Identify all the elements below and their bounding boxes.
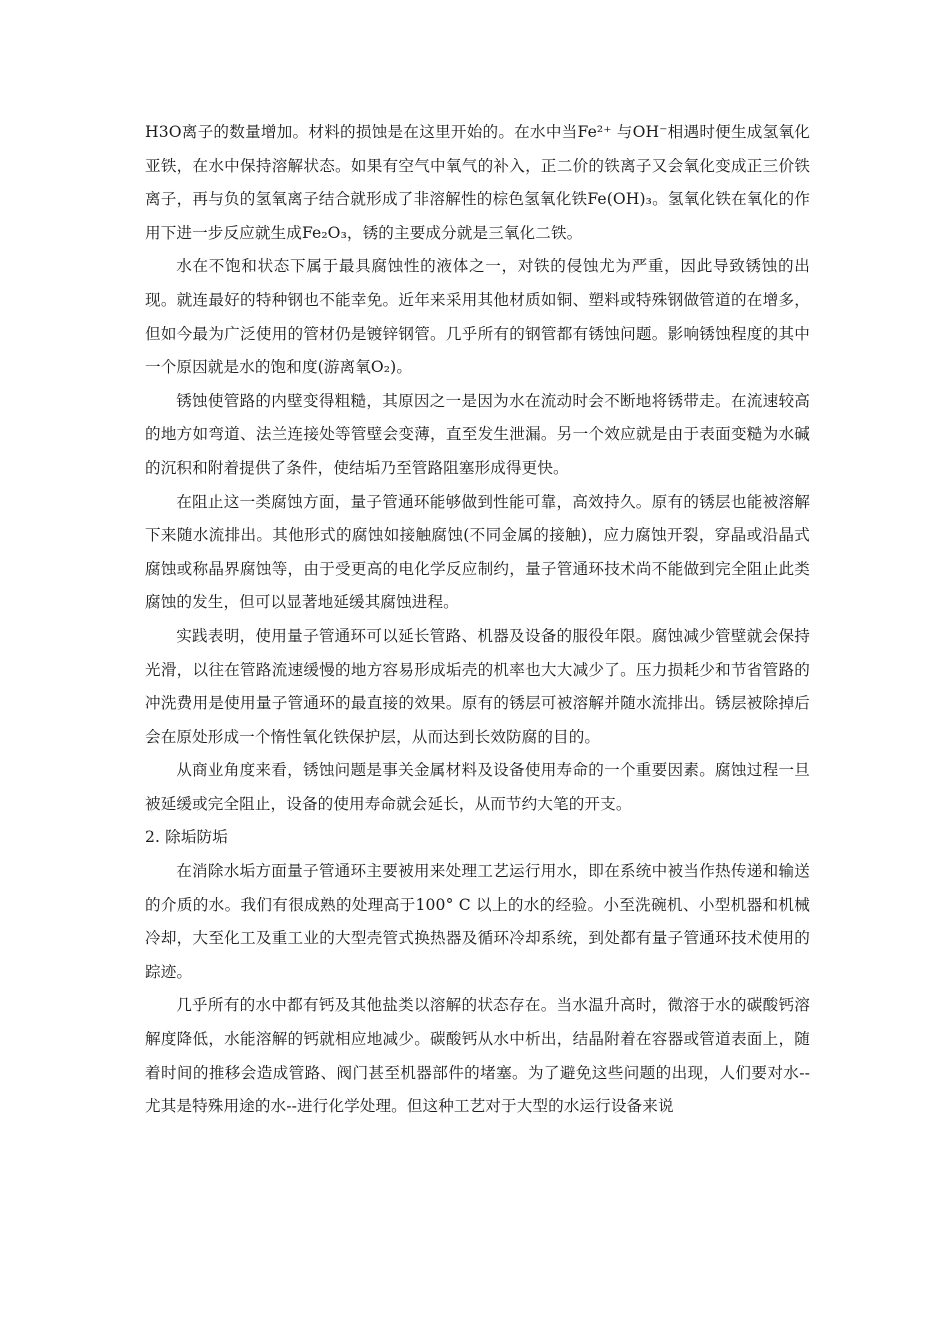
- paragraph-3: 锈蚀使管路的内壁变得粗糙，其原因之一是因为水在流动时会不断地将锈带走。在流速较高的地方如弯道、法兰连接处等管壁会变薄，直至发生泄漏。另一个效应就是由于表面变糙为水碱的沉积和附着提供了条件，使结垢乃至管路阻塞形成得更快。: [145, 391, 810, 477]
- paragraph-8: 几乎所有的水中都有钙及其他盐类以溶解的状态存在。当水温升高时，微溶于水的碳酸钙溶解度降低，水能溶解的钙就相应地减少。碳酸钙从水中析出，结晶附着在容器或管道表面上，随着时间的推移会造成管路、阀门甚至机器部件的堵塞。为了避免这些问题的出现，人们要对水--尤其是特殊用途的水--进行化学处理。但这种工艺对于大型的水运行设备来说: [145, 996, 810, 1116]
- paragraph-2: 水在不饱和状态下属于最具腐蚀性的液体之一，对铁的侵蚀尤为严重，因此导致锈蚀的出现。就连最好的特种钢也不能幸免。近年来采用其他材质如铜、塑料或特殊钢做管道的在增多，但如今最为广泛使用的管材仍是镀锌钢管。几乎所有的钢管都有锈蚀问题。影响锈蚀程度的其中一个原因就是水的饱和度(游离氧O₂)。: [145, 257, 810, 377]
- section-heading: 2. 除垢防垢: [145, 828, 228, 847]
- paragraph-4: 在阻止这一类腐蚀方面，量子管通环能够做到性能可靠，高效持久。原有的锈层也能被溶解下来随水流排出。其他形式的腐蚀如接触腐蚀(不同金属的接触)，应力腐蚀开裂，穿晶或沿晶式腐蚀或称晶界腐蚀等，由于受更高的电化学反应制约，量子管通环技术尚不能做到完全阻止此类腐蚀的发生，但可以显著地延缓其腐蚀进程。: [145, 492, 810, 612]
- paragraph-6: 从商业角度来看，锈蚀问题是事关金属材料及设备使用寿命的一个重要因素。腐蚀过程一旦被延缓或完全阻止，设备的使用寿命就会延长，从而节约大笔的开支。: [145, 761, 810, 813]
- paragraph-1: H3O离子的数量增加。材料的损蚀是在这里开始的。在水中当Fe²⁺ 与OH⁻相遇时便生成氢氧化亚铁，在水中保持溶解状态。如果有空气中氧气的补入，正二价的铁离子又会氧化变成正三价铁离子，再与负的氢氧离子结合就形成了非溶解性的棕色氢氧化铁Fe(OH)₃。氢氧化铁在氧化的作用下进一步反应就生成Fe₂O₃，锈的主要成分就是三氧化二铁。: [145, 123, 810, 242]
- paragraph-7: 在消除水垢方面量子管通环主要被用来处理工艺运行用水，即在系统中被当作热传递和输送的介质的水。我们有很成熟的处理高于100° C 以上的水的经验。小至洗碗机、小型机器和机械冷却，大至化工及重工业的大型壳管式换热器及循环冷却系统，到处都有量子管通环技术使用的踪迹。: [145, 862, 810, 981]
- body-text: [145, 116, 810, 1124]
- paragraph-5: 实践表明，使用量子管通环可以延长管路、机器及设备的服役年限。腐蚀减少管壁就会保持光滑，以往在管路流速缓慢的地方容易形成垢壳的机率也大大减少了。压力损耗少和节省管路的冲洗费用是使用量子管通环的最直接的效果。原有的锈层可被溶解并随水流排出。锈层被除掉后会在原处形成一个惰性氧化铁保护层，从而达到长效防腐的目的。: [145, 626, 810, 746]
